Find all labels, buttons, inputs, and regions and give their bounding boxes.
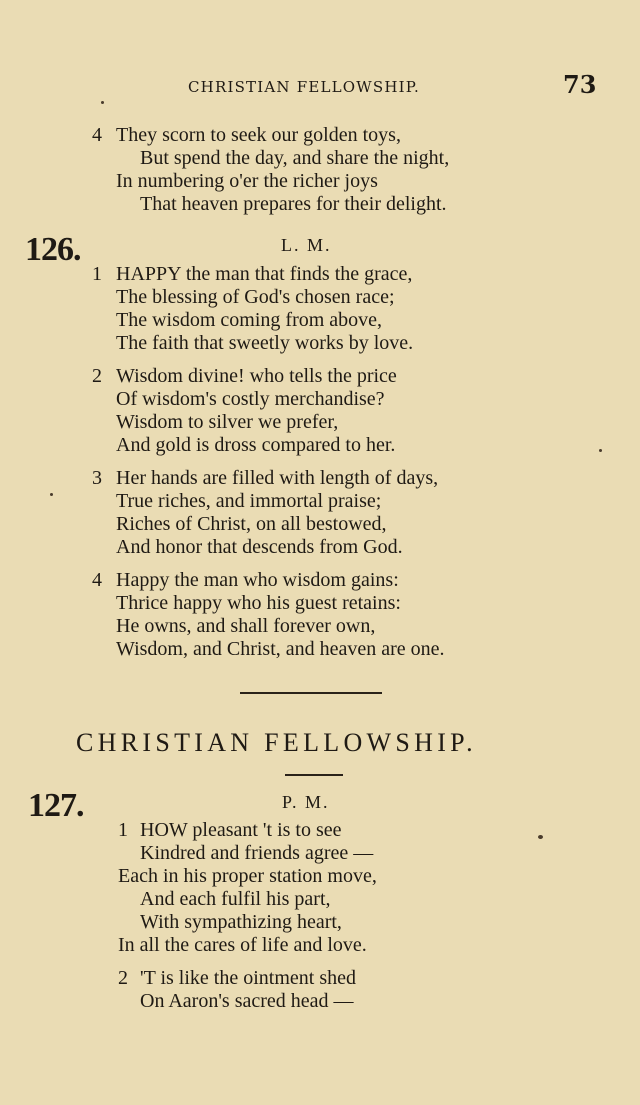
verse-number: 2 xyxy=(92,365,102,387)
verse-line: With sympathizing heart, xyxy=(140,911,342,933)
verse-line: Wisdom divine! who tells the price xyxy=(116,365,397,387)
print-speck xyxy=(538,835,543,839)
verse-line: But spend the day, and share the night, xyxy=(140,147,450,169)
verse-line: Wisdom to silver we prefer, xyxy=(116,411,339,433)
hymn-number-127: 127. xyxy=(28,787,84,824)
hymn-126-verse-3 xyxy=(92,467,552,562)
print-speck xyxy=(101,101,104,104)
verse-line: 'T is like the ointment shed xyxy=(140,967,356,989)
verse-line: They scorn to seek our golden toys, xyxy=(116,124,401,146)
verse-line: Thrice happy who his guest retains: xyxy=(116,592,401,614)
verse-line: HAPPY the man that finds the grace, xyxy=(116,263,413,285)
verse-line: He owns, and shall forever own, xyxy=(116,615,376,637)
verse-number: 1 xyxy=(118,819,128,841)
hymn-126-verse-4 xyxy=(92,569,552,664)
verse-line: And each fulfil his part, xyxy=(140,888,331,910)
verse-line: Kindred and friends agree — xyxy=(140,842,374,864)
verse-line: Riches of Christ, on all bestowed, xyxy=(116,513,387,535)
verse-line: The faith that sweetly works by love. xyxy=(116,332,414,354)
verse-line: In numbering o'er the richer joys xyxy=(116,170,378,192)
verse-line: Happy the man who wisdom gains: xyxy=(116,569,399,591)
verse-number: 4 xyxy=(92,569,102,591)
verse-line: And gold is dross compared to her. xyxy=(116,434,396,456)
verse-line: The blessing of God's chosen race; xyxy=(116,286,395,308)
verse-line: True riches, and immortal praise; xyxy=(116,490,382,512)
hymn-126-verse-1 xyxy=(92,263,552,358)
hymn-number-126: 126. xyxy=(25,231,81,268)
hymn-127-verse-1 xyxy=(118,819,538,959)
section-divider xyxy=(240,692,382,694)
print-speck xyxy=(599,449,602,452)
verse-line: Wisdom, and Christ, and heaven are one. xyxy=(116,638,445,660)
verse-number: 1 xyxy=(92,263,102,285)
hymn-meter-127: P. M. xyxy=(282,792,330,812)
hymn-127-verse-2 xyxy=(118,967,538,1015)
verse-line: In all the cares of life and love. xyxy=(118,934,367,956)
verse-line: Each in his proper station move, xyxy=(118,865,377,887)
print-speck xyxy=(50,493,53,496)
hymn-meter-126: L. M. xyxy=(281,235,332,255)
verse-line: That heaven prepares for their delight. xyxy=(140,193,447,215)
verse-line: On Aaron's sacred head — xyxy=(140,990,354,1012)
running-title: CHRISTIAN FELLOWSHIP. xyxy=(188,78,421,96)
verse-line: HOW pleasant 't is to see xyxy=(140,819,342,841)
page-number: 73 xyxy=(563,70,597,99)
verse-line: The wisdom coming from above, xyxy=(116,309,383,331)
verse-number: 3 xyxy=(92,467,102,489)
title-underline xyxy=(285,774,343,776)
verse-line: Her hands are filled with length of days, xyxy=(116,467,439,489)
verse-line: Of wisdom's costly merchandise? xyxy=(116,388,385,410)
verse-number: 2 xyxy=(118,967,128,989)
section-title: CHRISTIAN FELLOWSHIP. xyxy=(76,728,477,757)
hymn-126-verse-2 xyxy=(92,365,552,460)
continuation-verse xyxy=(92,124,552,219)
verse-number: 4 xyxy=(92,124,102,146)
verse-line: And honor that descends from God. xyxy=(116,536,403,558)
